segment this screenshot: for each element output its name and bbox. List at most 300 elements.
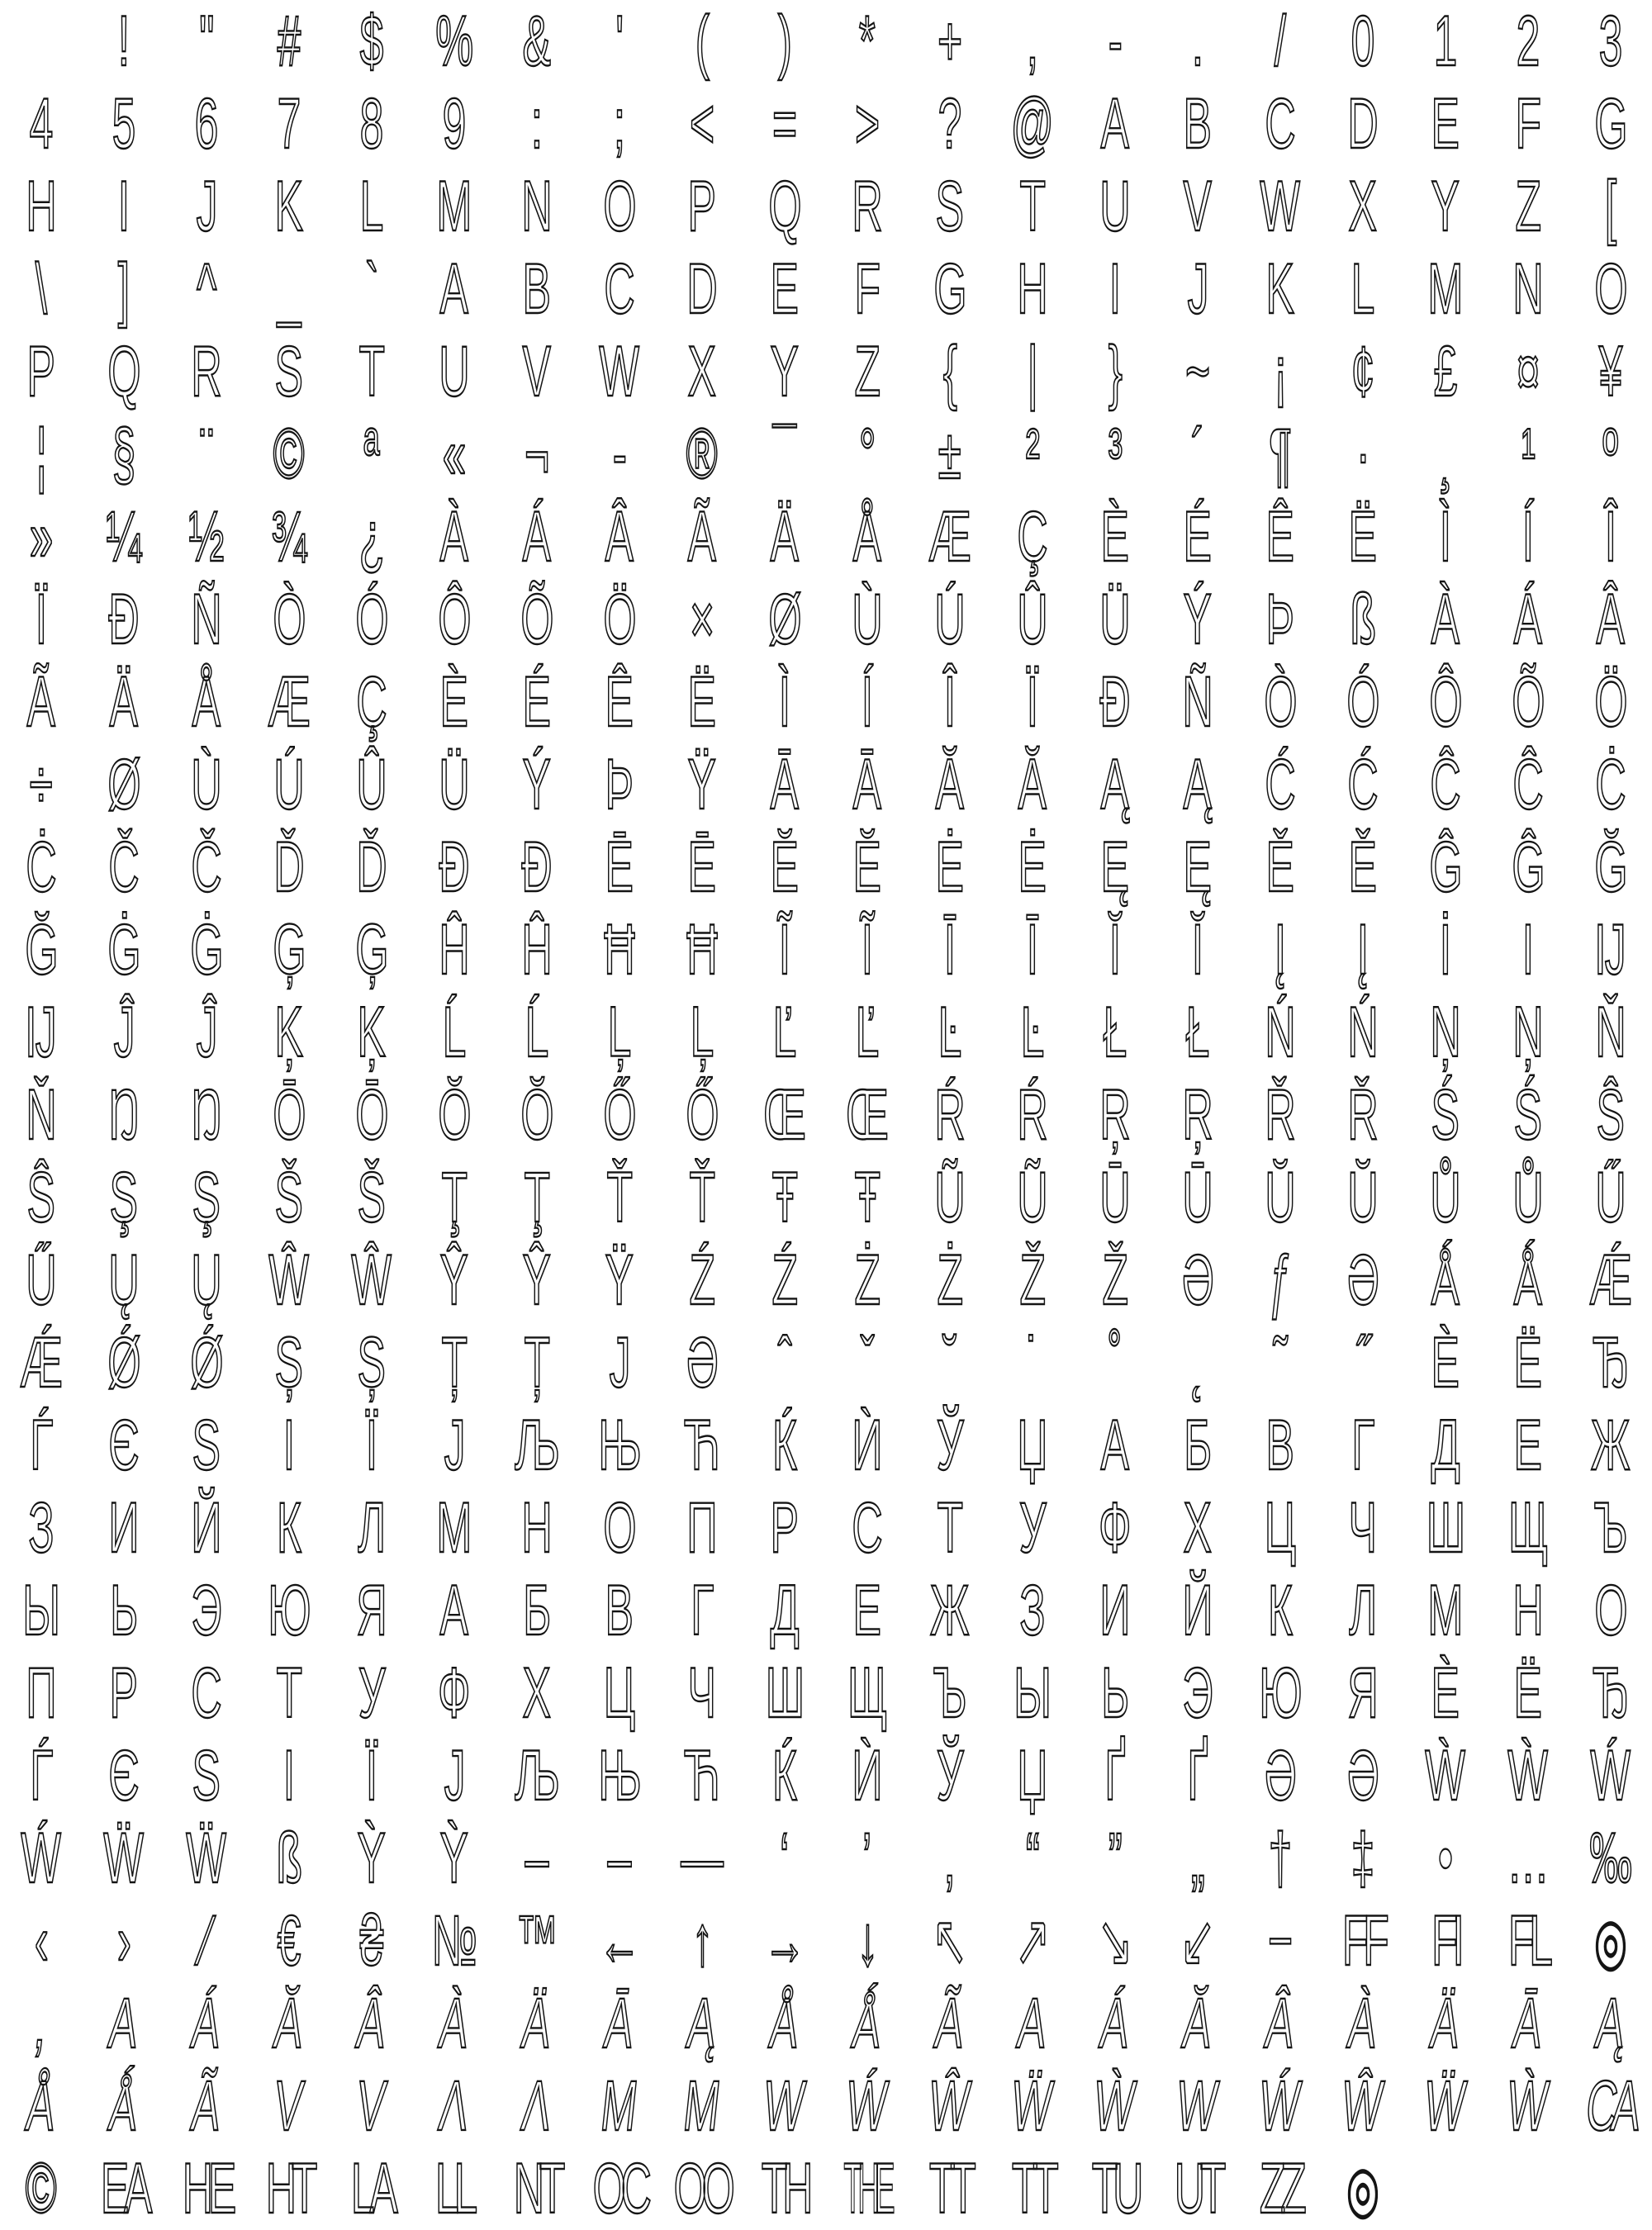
glyph-cell: П (26, 1654, 57, 1733)
glyph-cell: Ų (108, 1241, 140, 1320)
glyph-cell: Ŝ (26, 1158, 56, 1237)
glyph-cell: Ř (1265, 1075, 1296, 1155)
glyph-cell: J (609, 1323, 630, 1402)
glyph-cell: Ẃ (843, 2066, 892, 2146)
glyph-cell: OC (592, 2149, 647, 2228)
glyph-cell: Ŀ (938, 993, 962, 1072)
glyph-cell: Ẃ (1590, 1736, 1631, 1815)
glyph-row (0, 413, 1652, 496)
glyph-cell: ¹ (1521, 415, 1536, 494)
glyph-cell: Ï (1026, 662, 1039, 742)
glyph-cell: Ü (1099, 580, 1131, 659)
glyph-cell: Ń (1347, 993, 1379, 1072)
glyph-cell: ÷ (29, 745, 54, 824)
glyph-cell: Ə (1346, 1241, 1379, 1320)
glyph-cell: ¬ (524, 415, 550, 494)
glyph-cell: I (117, 167, 131, 246)
glyph-cell: NT (513, 2149, 561, 2228)
glyph-cell: Ì (778, 662, 791, 742)
glyph-cell: Ц (603, 1654, 636, 1733)
glyph-row (0, 1734, 1652, 1817)
glyph-row (0, 165, 1652, 248)
glyph-cell: Ї (365, 1406, 378, 1485)
glyph-cell: Z (854, 332, 881, 411)
glyph-cell: O (1593, 249, 1628, 329)
glyph-cell: Л (358, 1488, 386, 1568)
glyph-cell: / (1274, 2, 1287, 81)
glyph-cell: Ŝ (1596, 1075, 1626, 1155)
glyph-cell: Š (357, 1158, 387, 1237)
glyph-cell: Ќ (771, 1406, 798, 1485)
glyph-cell: U (439, 332, 470, 411)
glyph-cell: Ŭ (1347, 1158, 1379, 1237)
glyph-cell: Ь (1101, 1654, 1129, 1733)
glyph-cell: È (439, 662, 469, 742)
glyph-cell: Ś (1513, 1075, 1543, 1155)
glyph-cell: Ų (191, 1241, 222, 1320)
glyph-cell: Ə (686, 1323, 719, 1402)
glyph-cell: ← (598, 1901, 641, 1981)
glyph-cell: R (852, 167, 883, 246)
glyph-cell: Й (191, 1488, 222, 1568)
glyph-cell: ˛ (1190, 1323, 1205, 1402)
glyph-row (0, 1487, 1652, 1569)
glyph-cell: ‘ (780, 1819, 790, 1898)
glyph-cell: ˆ (777, 1323, 792, 1402)
glyph-row (0, 1900, 1652, 1982)
glyph-cell: Ý (522, 745, 552, 824)
glyph-cell: B (522, 249, 552, 329)
glyph-cell: Ĕ (852, 828, 882, 907)
glyph-cell: Ẁ (1425, 1736, 1466, 1815)
glyph-cell: Û (1017, 580, 1048, 659)
glyph-cell: Ŵ (1338, 2066, 1388, 2146)
glyph-cell: Ę (1183, 828, 1213, 907)
glyph-cell: § (112, 415, 136, 494)
glyph-cell: Я (1347, 1654, 1379, 1733)
glyph-cell: Ľ (855, 993, 880, 1072)
glyph-cell: Ü (439, 745, 470, 824)
glyph-cell: Ù (191, 745, 222, 824)
glyph-cell: Ā (852, 745, 882, 824)
glyph-cell: Ţ (524, 1158, 550, 1237)
glyph-cell: Â (1596, 580, 1626, 659)
glyph-cell: È (1100, 497, 1130, 576)
glyph-row (0, 83, 1652, 165)
glyph-cell: ˜ (1273, 1323, 1288, 1402)
glyph-cell: Р (109, 1654, 139, 1733)
glyph-cell: < (689, 84, 715, 164)
glyph-cell: T (358, 332, 385, 411)
glyph-cell: Ë (687, 662, 717, 742)
glyph-cell: Þ (1265, 580, 1295, 659)
glyph-cell: Ŵ (925, 2066, 975, 2146)
glyph-cell: Å (22, 2066, 60, 2146)
glyph-cell: Ċ (26, 828, 57, 907)
glyph-cell: Ф (1099, 1488, 1132, 1568)
glyph-cell: Т (937, 1488, 963, 1568)
glyph-cell: Ẁ (1503, 2066, 1553, 2146)
glyph-cell: З (1019, 1571, 1046, 1650)
glyph-cell: Ĕ (770, 828, 800, 907)
glyph-cell: Ą (683, 1984, 721, 2063)
glyph-cell: Ä (1427, 1984, 1464, 2063)
glyph-cell: E (1431, 84, 1460, 164)
glyph-cell: ˇ (860, 1323, 875, 1402)
glyph-cell: P (26, 332, 56, 411)
glyph-cell: Ā (601, 1984, 638, 2063)
glyph-cell: N (521, 167, 553, 246)
glyph-cell: Ř (1347, 1075, 1379, 1155)
glyph-cell: Ŋ (191, 1075, 222, 1155)
glyph-cell: ` (364, 249, 379, 329)
glyph-row (0, 1982, 1652, 2065)
glyph-cell: V (353, 2066, 391, 2146)
glyph-cell: Ñ (191, 580, 222, 659)
glyph-cell: Ð (108, 580, 140, 659)
glyph-cell: D (686, 249, 718, 329)
glyph-cell: Ў (936, 1736, 964, 1815)
empty-cell (1487, 2147, 1569, 2230)
glyph-cell: W (1173, 2066, 1222, 2146)
glyph-cell: L (359, 167, 384, 246)
glyph-cell: Ī (1026, 910, 1039, 989)
glyph-cell: Ñ (1182, 662, 1213, 742)
glyph-cell: Ŕ (934, 1075, 966, 1155)
glyph-cell: Ю (267, 1571, 311, 1650)
glyph-cell: ¿ (358, 497, 385, 576)
glyph-cell: Њ (597, 1736, 642, 1815)
glyph-cell: Ť (689, 1158, 715, 1237)
glyph-cell: Ę (1100, 828, 1130, 907)
glyph-cell: ↙ (1180, 1901, 1216, 1981)
glyph-cell: Ê (605, 662, 634, 742)
glyph-cell: Ŷ (439, 1241, 469, 1320)
glyph-cell: Ű (26, 1241, 57, 1320)
glyph-cell: A (1100, 84, 1130, 164)
glyph-cell: Ș (274, 1323, 304, 1402)
glyph-cell: Ж (1591, 1406, 1631, 1485)
glyph-cell: Ы (22, 1571, 60, 1650)
glyph-cell: Љ (514, 1736, 560, 1815)
glyph-cell: Ś (1431, 1075, 1460, 1155)
glyph-cell: Þ (605, 745, 634, 824)
glyph-cell: Ě (1265, 828, 1295, 907)
glyph-cell: Ј (444, 1736, 465, 1815)
glyph-cell: ~ (1184, 332, 1211, 411)
glyph-cell: - (612, 415, 627, 494)
glyph-cell: Ỳ (357, 1819, 387, 1898)
glyph-cell: Е (852, 1571, 882, 1650)
glyph-cell: O (602, 167, 637, 246)
glyph-cell: J (1187, 249, 1208, 329)
glyph-cell: Ū (1182, 1158, 1213, 1237)
glyph-cell: Á (522, 497, 552, 576)
glyph-cell: Ẅ (103, 1819, 145, 1898)
glyph-cell: , (1026, 2, 1039, 81)
glyph-cell: Ū (1099, 1158, 1131, 1237)
glyph-cell: Ǿ (107, 1323, 141, 1402)
glyph-cell: 1 (1433, 2, 1458, 81)
glyph-cell: Æ (928, 497, 971, 576)
glyph-cell: Ú (934, 580, 966, 659)
glyph-cell: Б (523, 1571, 551, 1650)
glyph-cell: C (1265, 84, 1296, 164)
glyph-cell: — (681, 1819, 724, 1898)
glyph-cell: Z (1515, 167, 1541, 246)
glyph-cell: Ǿ (189, 1323, 224, 1402)
glyph-cell: Â (605, 497, 634, 576)
glyph-cell: HT (265, 2149, 313, 2228)
glyph-cell: ¢ (1351, 332, 1375, 411)
glyph-row (0, 1404, 1652, 1487)
glyph-cell: Ĩ (778, 910, 791, 989)
glyph-cell: Ţ (441, 1158, 468, 1237)
glyph-cell: 6 (194, 84, 219, 164)
glyph-cell: Ý (1183, 580, 1213, 659)
glyph-cell: Б (1184, 1406, 1212, 1485)
glyph-cell: Λ (435, 2066, 473, 2146)
glyph-cell: - (1108, 2, 1123, 81)
glyph-cell: Ź (689, 1241, 715, 1320)
glyph-cell: Ќ (771, 1736, 798, 1815)
glyph-cell: Â (1261, 1984, 1299, 2063)
glyph-row (0, 1239, 1652, 1321)
glyph-cell: ’ (862, 1819, 872, 1898)
glyph-cell: Ĉ (1430, 745, 1461, 824)
glyph-cell: Ň (26, 1075, 57, 1155)
glyph-cell: Ѕ (192, 1406, 221, 1485)
glyph-cell: Ẃ (1256, 2066, 1305, 2146)
glyph-cell: Ā (770, 745, 800, 824)
glyph-cell: Ђ (1592, 1323, 1630, 1402)
glyph-cell: ? (938, 84, 962, 164)
glyph-cell: À (1431, 580, 1460, 659)
glyph-cell: ˙ (1025, 1323, 1040, 1402)
glyph-row (0, 743, 1652, 826)
glyph-cell: Â (353, 1984, 391, 2063)
glyph-cell: X (687, 332, 717, 411)
glyph-cell: Ì (1439, 497, 1452, 576)
glyph-cell: S (935, 167, 965, 246)
glyph-cell: Ѓ (30, 1406, 53, 1485)
glyph-cell: ↖ (932, 1901, 968, 1981)
glyph-cell: FF (1341, 1901, 1384, 1981)
glyph-cell: ¥ (1598, 332, 1623, 411)
glyph-cell: ˚ (1108, 1323, 1123, 1402)
glyph-cell: Р (770, 1488, 800, 1568)
glyph-cell: † (1268, 1819, 1293, 1898)
glyph-cell: ^ (196, 249, 217, 329)
glyph-cell: Ď (273, 828, 305, 907)
glyph-cell: FI (1431, 1901, 1460, 1981)
glyph-cell: Æ (268, 662, 311, 742)
glyph-cell: … (1507, 1819, 1550, 1898)
glyph-cell: Ж (930, 1571, 970, 1650)
glyph-cell: Є (108, 1406, 140, 1485)
glyph-row (0, 1156, 1652, 1239)
glyph-cell: } (1108, 332, 1123, 411)
glyph-cell: ß (1350, 580, 1376, 659)
glyph-cell: М (436, 1488, 472, 1568)
glyph-cell: Œ (763, 1075, 806, 1155)
glyph-cell: K (274, 167, 304, 246)
glyph-cell: Å (766, 1984, 804, 2063)
glyph-cell: М (1427, 1571, 1464, 1650)
glyph-cell: Ş (192, 1158, 221, 1237)
glyph-cell: $ (359, 2, 384, 81)
glyph-cell: @ (1010, 84, 1055, 164)
glyph-cell: Х (522, 1654, 552, 1733)
glyph-cell: Ù (852, 580, 883, 659)
glyph-cell: Ă (935, 745, 965, 824)
glyph-cell: Ć (1265, 745, 1296, 824)
glyph-cell: ; (613, 84, 626, 164)
glyph-cell: І (282, 1406, 296, 1485)
glyph-cell: ‚ (945, 1819, 955, 1898)
glyph-cell: Ä (770, 497, 800, 576)
glyph-cell: Ş (109, 1158, 139, 1237)
glyph-cell: Ń (1265, 993, 1296, 1072)
glyph-cell: Д (770, 1571, 800, 1650)
empty-cell (1404, 2147, 1487, 2230)
glyph-row (0, 578, 1652, 661)
glyph-cell: F (854, 249, 881, 329)
glyph-cell: Ī (943, 910, 957, 989)
glyph-cell: Ő (602, 1075, 637, 1155)
glyph-cell: A (439, 249, 469, 329)
glyph-cell: ™ (515, 1901, 558, 1981)
glyph-cell: Ё (1513, 1323, 1543, 1402)
glyph-cell: Ŗ (1182, 1075, 1213, 1155)
glyph-cell: Ö (602, 580, 637, 659)
glyph-row (0, 496, 1652, 578)
glyph-cell: Ğ (1593, 828, 1628, 907)
glyph-cell: Н (521, 1488, 553, 1568)
glyph-cell: Ъ (1593, 1488, 1628, 1568)
glyph-cell: ' (615, 2, 624, 81)
glyph-cell: Ț (441, 1323, 468, 1402)
glyph-cell: · (1355, 415, 1370, 494)
glyph-cell: T (1019, 167, 1046, 246)
glyph-cell: Ѝ (852, 1406, 883, 1485)
glyph-cell: Q (107, 332, 141, 411)
glyph-cell: – (525, 1819, 549, 1898)
glyph-cell: Ã (188, 2066, 225, 2146)
glyph-cell: Į (1274, 910, 1287, 989)
glyph-cell: Ћ (683, 1406, 721, 1485)
glyph-cell: TU (1091, 2149, 1139, 2228)
glyph-cell: Ѝ (852, 1736, 883, 1815)
glyph-cell: Ż (937, 1241, 963, 1320)
glyph-cell: ) (777, 2, 792, 81)
glyph-cell: ! (117, 2, 131, 81)
glyph-cell: Y (1431, 167, 1460, 246)
glyph-cell: Ș (357, 1323, 387, 1402)
glyph-cell: Í (861, 662, 874, 742)
glyph-cell: : (530, 84, 544, 164)
glyph-cell: ZZ (1259, 2149, 1302, 2228)
glyph-cell: G (1593, 84, 1628, 164)
glyph-cell: Õ (520, 580, 554, 659)
glyph-cell: # (277, 2, 301, 81)
glyph-cell: £ (1433, 332, 1458, 411)
glyph-cell: A (1014, 1984, 1051, 2063)
glyph-cell: Ŷ (522, 1241, 552, 1320)
glyph-cell: Ō (354, 1075, 389, 1155)
glyph-cell: . (1191, 2, 1204, 81)
glyph-cell: Ő (685, 1075, 719, 1155)
glyph-cell: P (687, 167, 717, 246)
glyph-cell: ( (695, 2, 710, 81)
glyph-cell: Ç (1017, 497, 1048, 576)
glyph-cell: Ŵ (351, 1241, 392, 1320)
glyph-cell: Ž (1019, 1241, 1046, 1320)
glyph-cell: " (198, 2, 215, 81)
glyph-cell: Ÿ (605, 1241, 634, 1320)
glyph-cell: EA (100, 2149, 148, 2228)
glyph-cell: 7 (277, 84, 301, 164)
glyph-cell: Á (1096, 1984, 1134, 2063)
glyph-cell: R (191, 332, 222, 411)
glyph-cell: Ű (1595, 1158, 1626, 1237)
glyph-cell: Ŭ (1265, 1158, 1296, 1237)
glyph-cell: Ț (524, 1323, 550, 1402)
glyph-cell: Ј (444, 1406, 465, 1485)
glyph-cell: & (522, 2, 552, 81)
glyph-cell: Ẃ (21, 1819, 62, 1898)
glyph-cell: Ė (1018, 828, 1047, 907)
glyph-cell: В (1265, 1406, 1295, 1485)
glyph-cell: • (1437, 1819, 1454, 1898)
glyph-cell: С (191, 1654, 222, 1733)
glyph-cell: À (1344, 1984, 1382, 2063)
glyph-cell: Ŧ (771, 1158, 798, 1237)
glyph-cell: – (607, 1819, 632, 1898)
glyph-cell: É (1183, 497, 1213, 576)
glyph-cell: Ч (1348, 1488, 1378, 1568)
glyph-cell: HE (182, 2149, 231, 2228)
glyph-cell: К (1267, 1571, 1294, 1650)
glyph-cell: E (770, 249, 800, 329)
glyph-cell: Ĵ (196, 993, 217, 1072)
glyph-cell: © (273, 415, 306, 494)
glyph-cell: Ó (354, 580, 389, 659)
glyph-cell: Ķ (357, 993, 387, 1072)
glyph-cell: Ç (356, 662, 387, 742)
glyph-cell: Ħ (604, 910, 635, 989)
glyph-cell: Ђ (1592, 1654, 1630, 1733)
glyph-cell: Ч (687, 1654, 717, 1733)
glyph-cell: Ĭ (1108, 910, 1122, 989)
glyph-cell: Ť (606, 1158, 633, 1237)
glyph-cell: Ā (1509, 1984, 1547, 2063)
glyph-cell: > (854, 84, 881, 164)
glyph-cell: Ĝ (1428, 828, 1463, 907)
glyph-cell: Ň (1595, 993, 1626, 1072)
glyph-cell: Г (1351, 1406, 1374, 1485)
glyph-cell: Ц (1264, 1488, 1297, 1568)
glyph-cell: Ґ (1187, 1736, 1208, 1815)
glyph-cell: Ð (1099, 662, 1131, 742)
glyph-cell: Ö (1593, 662, 1628, 742)
glyph-cell: B (1183, 84, 1213, 164)
glyph-cell: Ô (1428, 662, 1463, 742)
vinyl-record-icon: ◎ (1346, 2152, 1380, 2225)
glyph-cell: Ў (936, 1406, 964, 1485)
glyph-cell: Å (192, 662, 221, 742)
glyph-cell: Š (274, 1158, 304, 1237)
